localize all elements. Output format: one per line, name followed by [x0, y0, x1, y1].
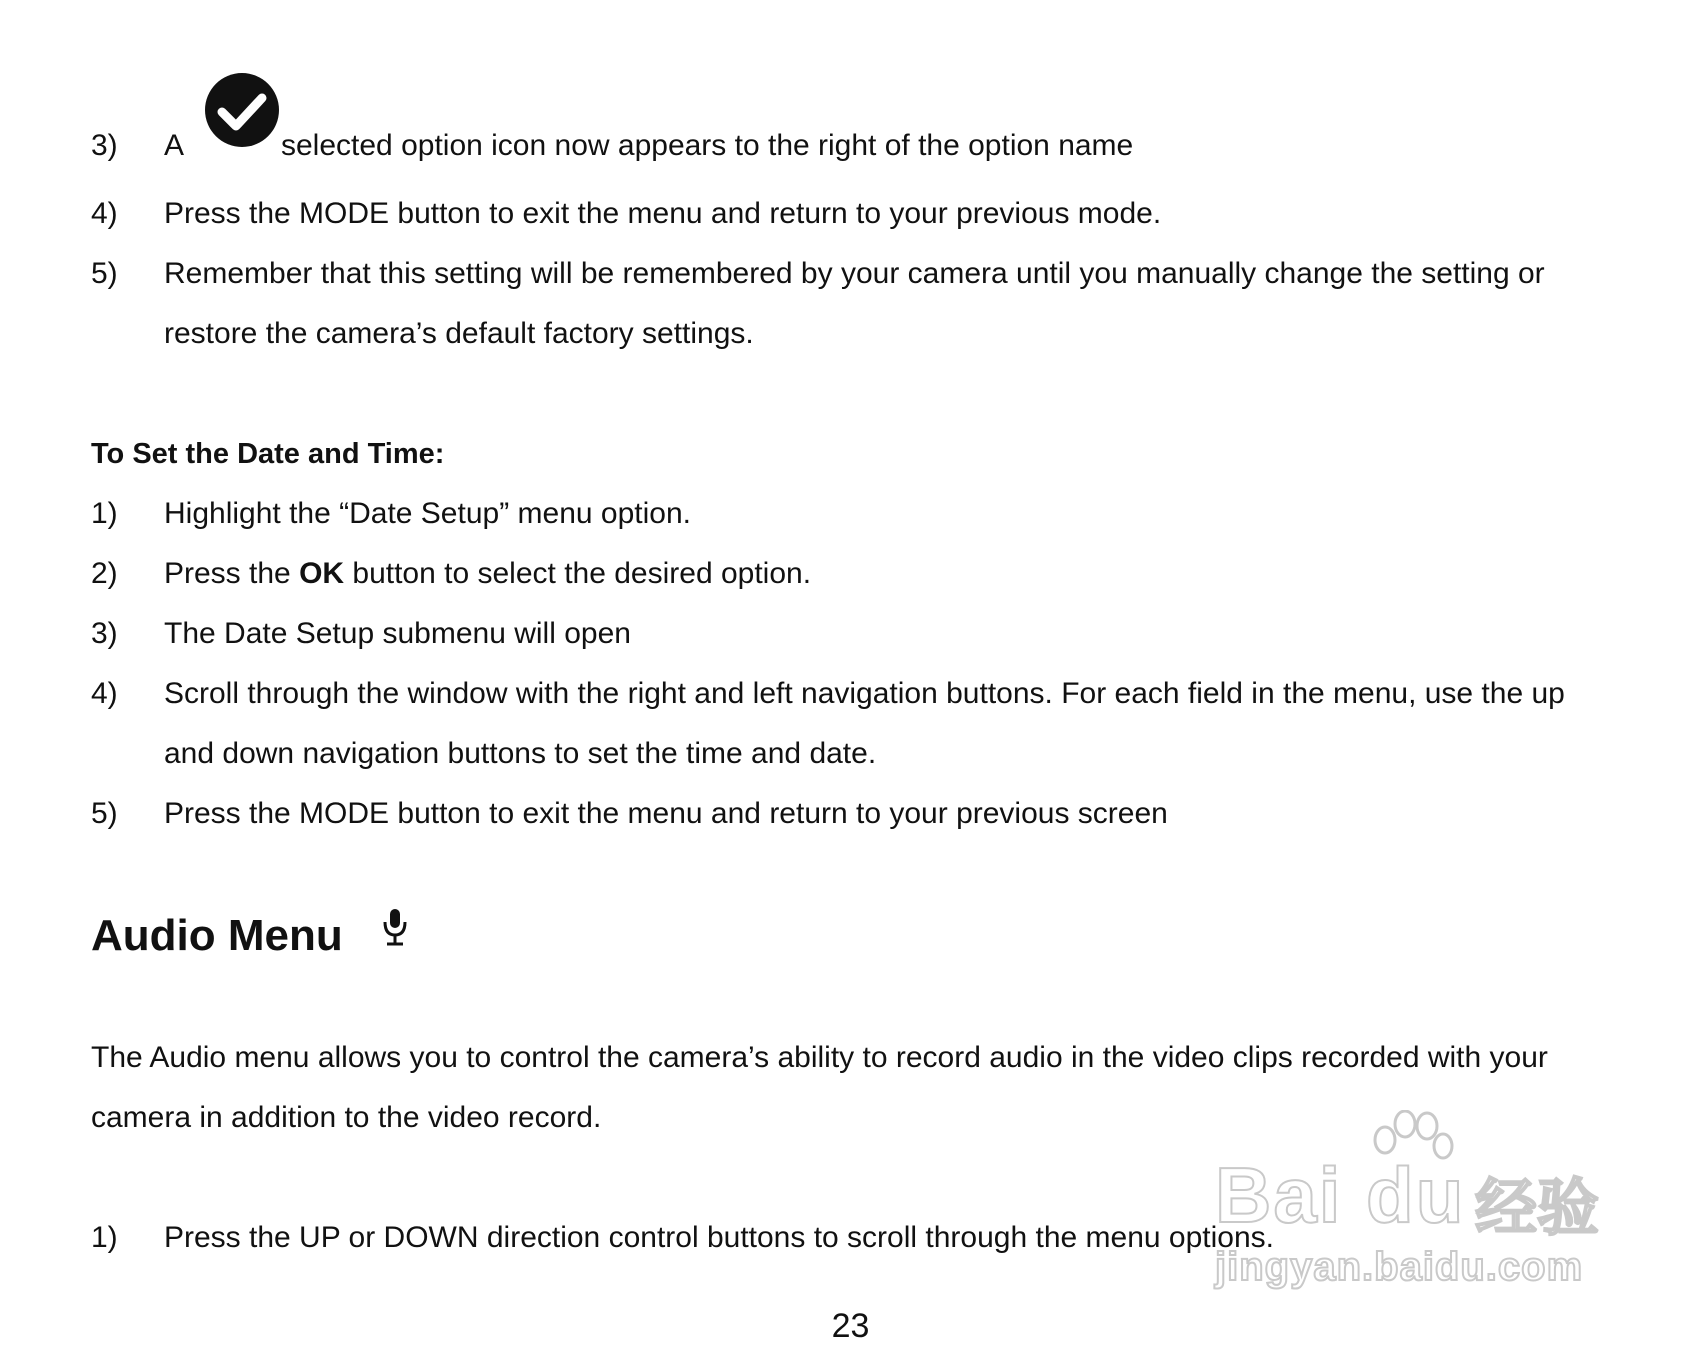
- baidu-watermark: [1215, 1110, 1615, 1300]
- ok-button-label: OK: [299, 557, 345, 590]
- list-text: Remember that this setting will be remembered by your camera until you manually change the setting or: [164, 257, 1545, 290]
- page-number: 23: [831, 1307, 870, 1345]
- list-number: 3): [91, 129, 118, 162]
- list-text: [164, 556, 811, 592]
- list-number: 4): [91, 197, 118, 230]
- list-text: Highlight the “Date Setup” menu option.: [164, 497, 691, 530]
- list-text: and down navigation buttons to set the time and date.: [164, 737, 877, 770]
- list-number: 2): [91, 557, 118, 590]
- list-text: Press the MODE button to exit the menu and return to your previous screen: [164, 797, 1168, 830]
- list-number: 1): [91, 1221, 118, 1254]
- list-number: 4): [91, 677, 118, 710]
- list-number: 3): [91, 617, 118, 650]
- watermark-url: jingyan.baidu.com: [1215, 1245, 1584, 1289]
- audio-menu-title: Audio Menu: [91, 911, 343, 960]
- list-text: Press the MODE button to exit the menu and return to your previous mode.: [164, 197, 1162, 230]
- microphone-icon: [380, 908, 410, 948]
- list-text: The Date Setup submenu will open: [164, 617, 631, 650]
- list-text: Scroll through the window with the right and left navigation buttons. For each field in the menu, use the up: [164, 677, 1565, 710]
- date-section-heading: To Set the Date and Time:: [91, 438, 445, 470]
- audio-intro-line1: The Audio menu allows you to control the camera’s ability to record audio in the video clips recorded with your: [91, 1041, 1548, 1074]
- list-text-pre: Press the: [164, 557, 300, 590]
- audio-intro-line2: camera in addition to the video record.: [91, 1101, 602, 1134]
- list-text: selected option icon now appears to the right of the option name: [281, 129, 1134, 162]
- list-text-prefix: A: [164, 129, 185, 162]
- watermark-cn: 经验: [1475, 1174, 1600, 1243]
- checkmark-icon: [204, 72, 280, 148]
- list-text: Press the UP or DOWN direction control buttons to scroll through the menu options.: [164, 1221, 1274, 1254]
- list-text-post: button to select the desired option.: [344, 557, 812, 590]
- list-number: 1): [91, 497, 118, 530]
- list-number: 5): [91, 797, 118, 830]
- list-number: 5): [91, 257, 118, 290]
- watermark-brand: Bai du: [1215, 1151, 1466, 1239]
- list-text: restore the camera’s default factory settings.: [164, 317, 754, 350]
